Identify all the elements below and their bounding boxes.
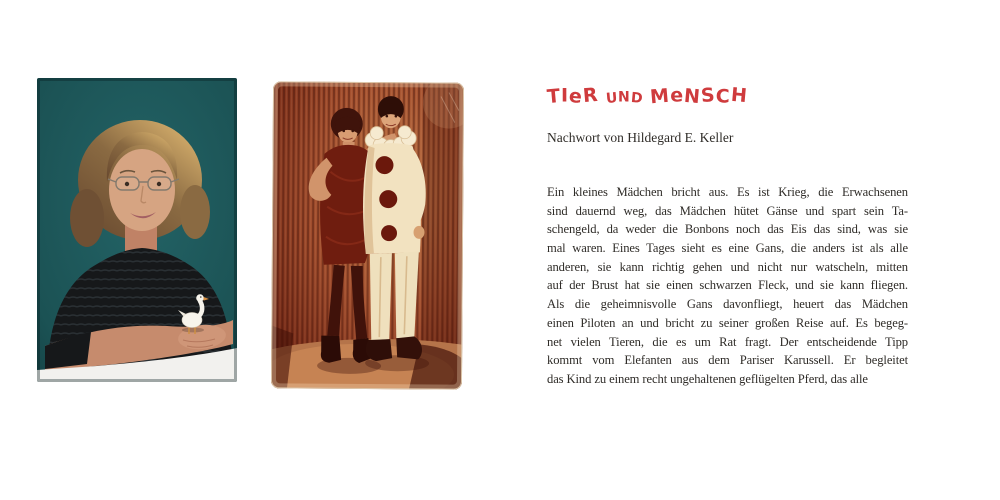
afterword-byline: Nachwort von Hildegard E. Keller	[547, 130, 734, 145]
body-text-line: Als die geheimnisvolle Gans davonfliegt, heuert das Mädchen	[547, 297, 908, 312]
vintage-photo-illustration	[271, 81, 464, 389]
title-word-tier: TIeR	[546, 83, 600, 109]
body-text-line: das Kind zu einem recht ungehaltenen geflügelten Pferd, das alle	[547, 371, 868, 386]
page-title	[547, 84, 908, 110]
afterword-body	[547, 183, 908, 389]
title-word-mensch: MeNSCH	[649, 83, 749, 109]
body-text-line: auf der Brust hat sie einen schwarzen Fleck, und sie kann fliegen.	[547, 278, 908, 293]
author-portrait-illustration	[37, 78, 237, 382]
body-text-line: mal waren. Eines Tages sieht es eine Gans, die anders ist als alle	[547, 241, 908, 256]
body-text-line: net vielen Tieren, die es um Rat fragt. Der entscheidende Tipp	[547, 334, 908, 349]
title-word-und: UND	[604, 89, 644, 108]
body-text-line: kommt vom Elefanten aus dem Pariser Karussell. Er begleitet	[547, 353, 908, 368]
body-text-line: schengeld, da weder die Bonbons noch das Eis das sind, was sie	[547, 222, 908, 237]
body-text-line: einen Piloten an und bricht zu seiner großen Reise auf. Es begeg-	[547, 315, 908, 330]
author-portrait-photo	[37, 78, 237, 382]
body-text-line: anderen, sie kann richtig gehen und nicht nur watscheln, mitten	[547, 259, 908, 274]
vintage-pierrot-photo	[271, 81, 464, 389]
afterword-text-column	[547, 84, 908, 389]
body-text-line: Ein kleines Mädchen bricht aus. Es ist Krieg, die Erwachsenen	[547, 185, 908, 199]
body-text-line: sind dauernd weg, das Mädchen hütet Gänse und spart sein Ta-	[547, 203, 908, 218]
